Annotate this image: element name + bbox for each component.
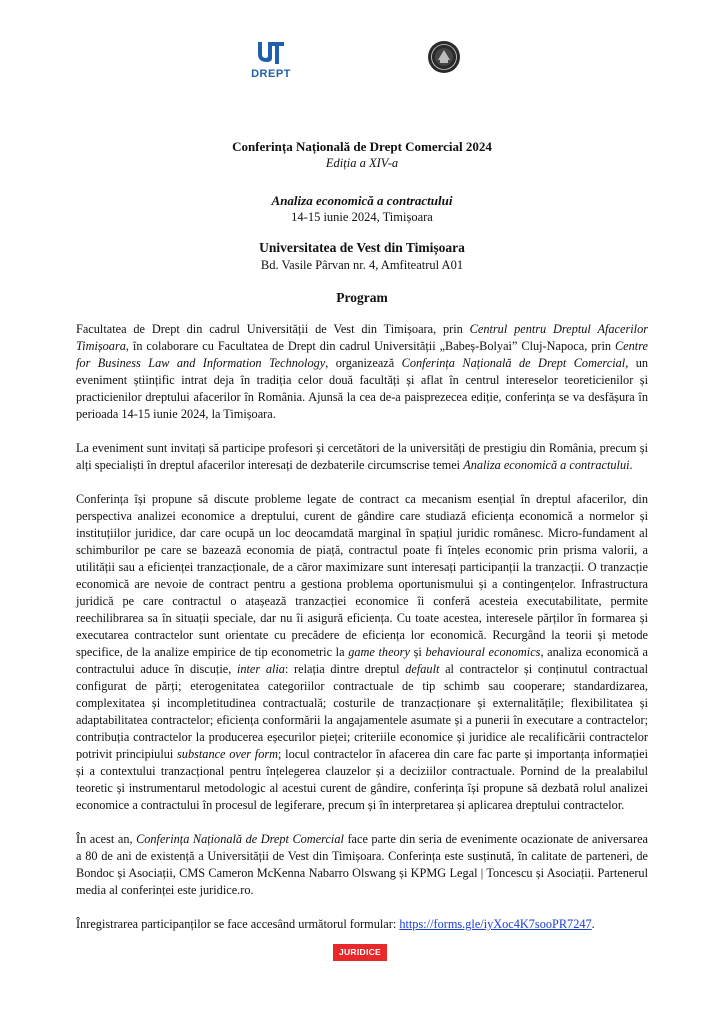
paragraph-invitation <box>76 440 648 474</box>
p1-text-g: , un eveniment științific intrat deja în tradiția celor două facultăți și aflat în centrul intereselor teoreticienilor și practicienilor dreptului afacerilor în România. Ajunsă la cea de-a paisprezecea ediție, conferința se va desfășura în perioada 14-15 iunie 2024, la Timișoara. <box>76 356 648 421</box>
p5-text-a: Înregistrarea participanților se face accesând următorul formular: <box>76 917 400 931</box>
p3-text-g: : relația dintre dreptul <box>284 662 406 676</box>
venue-block <box>0 240 724 273</box>
logo-drept-text: DREPT <box>251 68 291 80</box>
p1-conference-name: Conferința Națională de Drept Comercial <box>401 356 626 370</box>
university-seal <box>427 40 461 79</box>
conference-dates: 14-15 iunie 2024, Timișoara <box>291 210 433 224</box>
p1-text-e: , organizează <box>325 356 402 370</box>
venue-address: Bd. Vasile Pârvan nr. 4, Amfiteatrul A01 <box>260 258 464 272</box>
p3-text-e: , analiza economică a contractului aduce în discuție, <box>76 645 649 676</box>
conference-theme: Analiza economică a contractului <box>271 193 453 208</box>
p3-default: default <box>405 662 440 676</box>
p1-centre-name: Centre for Business Law and Information Technology <box>76 339 648 370</box>
p1-text-c: , în colaborare cu Facultatea de Drept din cadrul Universității „Babeș-Bolyai” Cluj-Napoca, prin <box>125 339 615 353</box>
p4-text-c: face parte din seria de evenimente ocazionate de aniversarea a 80 de ani de existență a Universității de Vest din Timișoara. Conferința este susținută, în calitate de parteneri, de Bondoc și Asociații, CMS Cameron McKenna Nabarro Olswang și KPMG Legal | Toncescu și Asociații. Partenerul media al conferinței este juridice.ro. <box>76 832 648 897</box>
p2-text-a: La eveniment sunt invitați să participe profesori și cercetători de la universități de prestigiu din România, precum și alți specialiști în dreptul afacerilor interesați de dezbaterile circumscrise temei <box>76 441 648 472</box>
paragraph-objectives <box>76 491 648 814</box>
conference-title: Conferința Națională de Drept Comercial 2024 <box>232 139 492 154</box>
p1-text-a: Facultatea de Drept din cadrul Universității de Vest din Timișoara, prin <box>76 322 470 336</box>
p2-theme: Analiza economică a contractului <box>463 458 630 472</box>
p3-text-a: Conferința își propune să discute probleme legate de contract ca mecanism esențial în dreptul afacerilor, din perspectiva analizei economice a dreptului, curent de gândire care studiază eficiența economică a normelor și instituțiilor juridice, dar care ocupă un loc deocamdată marginal în spațiul juridic românesc. Micro-fundament al schimburilor pe care se bazează economia de piață, contractul poate fi înțeles economic prin prisma valorii, a utilității sau a eficienței tranzacționale, de a căror maximizare sunt interesați participanții la tranzacții. O tranzacție economică are nevoie de contract pentru a gestiona problema oportunismului și a contingențelor. Infrastructura juridică pe care contractul o atașează tranzacției economice îi conferă acesteia executabilitate, permite reechilibrarea sa în situații speciale, dar nu îi asigură eficiența. Cu toate acestea, interesele părților în formarea și executarea contractelor sunt orientate cu precădere de eficiența lor economică. Recurgând la teorii și metode specifice, de la analize empirice de tip econometric la <box>76 492 648 659</box>
paragraph-intro <box>76 321 648 423</box>
body-text <box>76 321 648 950</box>
p1-center-name: Centrul pentru Dreptul Afacerilor Timișoara <box>76 322 648 353</box>
paragraph-anniversary <box>76 831 648 899</box>
p3-text-k: ; locul contractelor în afacerea din care fac parte și importanța informației și a contextului tranzacțional pentru înțelegerea clauzelor și a deciziilor contractuale. Pornind de la prealabilul teoretic și instrumentarul metodologic al acestui curent de gândire, conferința își propune să dezbată rolul analizei economice a contractului în procesul de legiferare, precum și în interpretarea și aplicarea dreptului contractelor. <box>76 747 648 812</box>
juridice-badge[interactable]: JURIDICE <box>333 944 387 961</box>
seal-icon <box>427 40 461 74</box>
p3-text-c: și <box>409 645 426 659</box>
p3-inter-alia: inter alia <box>236 662 285 676</box>
p4-conference-name: Conferința Națională de Drept Comercial <box>136 832 344 846</box>
p5-text-c: . <box>591 917 595 931</box>
p3-text-i: al contractelor și conținutul contractual configurat de părți; eterogenitatea categoriilor contractuale de tip schimb sau cooperare; standardizarea, complexitatea și incompletitudinea contractuală; costurile de tranzacționare și externalitățile; flexibilitatea și adaptabilitatea contractelor; eficiența conformării la angajamentele asumate și a punerii în executare a contractelor; contribuția contractelor la producerea eșecurilor pieței; criteriile economice și juridice ale recalificării contractelor potrivit principiului <box>76 662 648 761</box>
program-heading: Program <box>336 290 388 305</box>
p2-text-c: . <box>629 458 633 472</box>
theme-block <box>0 193 724 225</box>
p3-behavioural: behavioural economics <box>425 645 541 659</box>
registration-link[interactable]: https://forms.gle/iyXoc4K7sooPR7247 <box>399 917 592 931</box>
uvt-logo-icon <box>256 40 286 66</box>
faculty-logo <box>249 40 293 80</box>
title-block <box>0 139 724 171</box>
edition-label: Ediția a XIV-a <box>325 156 399 170</box>
university-name: Universitatea de Vest din Timișoara <box>259 240 465 255</box>
p4-text-a: În acest an, <box>76 832 137 846</box>
paragraph-registration <box>76 916 648 933</box>
program-block <box>0 290 724 306</box>
p3-game-theory: game theory <box>348 645 410 659</box>
p3-substance: substance over form <box>177 747 279 761</box>
